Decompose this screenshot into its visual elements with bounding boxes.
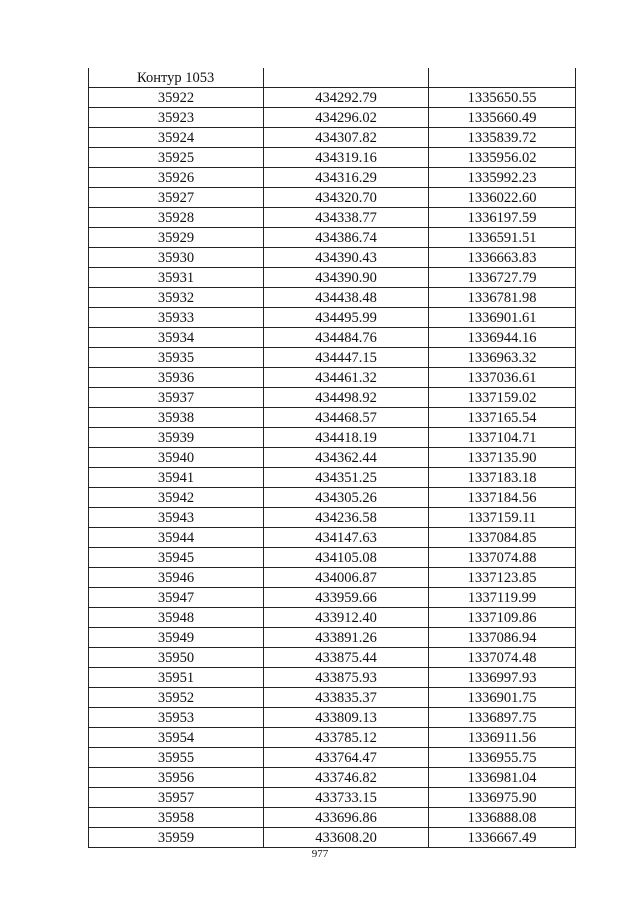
point-number-cell: 35928 <box>89 208 264 228</box>
point-number-cell: 35924 <box>89 128 264 148</box>
y-coordinate-cell: 1337074.48 <box>429 648 576 668</box>
y-coordinate-cell: 1335660.49 <box>429 108 576 128</box>
y-coordinate-cell: 1337165.54 <box>429 408 576 428</box>
y-coordinate-cell: 1336963.32 <box>429 348 576 368</box>
point-number-cell: 35957 <box>89 788 264 808</box>
y-coordinate-cell: 1336901.61 <box>429 308 576 328</box>
y-coordinate-cell: 1336997.93 <box>429 668 576 688</box>
point-number-cell: 35934 <box>89 328 264 348</box>
point-number-cell: 35951 <box>89 668 264 688</box>
y-coordinate-cell: 1336197.59 <box>429 208 576 228</box>
x-coordinate-cell: 433608.20 <box>264 828 429 848</box>
table-row <box>89 808 576 828</box>
x-coordinate-cell: 434498.92 <box>264 388 429 408</box>
point-number-cell: 35958 <box>89 808 264 828</box>
table-row <box>89 488 576 508</box>
table-row <box>89 168 576 188</box>
x-coordinate-cell: 434319.16 <box>264 148 429 168</box>
table-row <box>89 548 576 568</box>
y-coordinate-cell: 1336667.49 <box>429 828 576 848</box>
point-number-cell: 35944 <box>89 528 264 548</box>
table-row <box>89 748 576 768</box>
y-coordinate-cell: 1336911.56 <box>429 728 576 748</box>
table-row <box>89 608 576 628</box>
point-number-cell: 35959 <box>89 828 264 848</box>
x-coordinate-cell: 433875.44 <box>264 648 429 668</box>
table-row <box>89 788 576 808</box>
point-number-cell: 35948 <box>89 608 264 628</box>
x-coordinate-cell: 433733.15 <box>264 788 429 808</box>
y-coordinate-cell: 1336591.51 <box>429 228 576 248</box>
point-number-cell: 35942 <box>89 488 264 508</box>
table-row <box>89 728 576 748</box>
x-coordinate-cell: 434438.48 <box>264 288 429 308</box>
y-coordinate-cell: 1336981.04 <box>429 768 576 788</box>
x-coordinate-cell: 433696.86 <box>264 808 429 828</box>
x-coordinate-cell: 433912.40 <box>264 608 429 628</box>
point-number-cell: 35931 <box>89 268 264 288</box>
table-row <box>89 88 576 108</box>
coordinates-table-body <box>89 68 576 848</box>
y-coordinate-cell: 1336897.75 <box>429 708 576 728</box>
x-coordinate-cell: 434236.58 <box>264 508 429 528</box>
x-coordinate-cell: 434390.43 <box>264 248 429 268</box>
table-row <box>89 448 576 468</box>
x-coordinate-cell: 434105.08 <box>264 548 429 568</box>
table-row <box>89 348 576 368</box>
y-coordinate-cell: 1337159.11 <box>429 508 576 528</box>
table-row <box>89 388 576 408</box>
table-row <box>89 688 576 708</box>
x-coordinate-cell: 433785.12 <box>264 728 429 748</box>
table-row <box>89 768 576 788</box>
y-coordinate-cell: 1336888.08 <box>429 808 576 828</box>
table-row <box>89 668 576 688</box>
x-coordinate-cell: 434006.87 <box>264 568 429 588</box>
table-row <box>89 568 576 588</box>
point-number-cell: 35933 <box>89 308 264 328</box>
header-x-cell <box>264 68 429 88</box>
contour-header-row <box>89 68 576 88</box>
table-row <box>89 528 576 548</box>
point-number-cell: 35943 <box>89 508 264 528</box>
point-number-cell: 35922 <box>89 88 264 108</box>
point-number-cell: 35946 <box>89 568 264 588</box>
point-number-cell: 35929 <box>89 228 264 248</box>
x-coordinate-cell: 434461.32 <box>264 368 429 388</box>
table-row <box>89 588 576 608</box>
x-coordinate-cell: 433959.66 <box>264 588 429 608</box>
y-coordinate-cell: 1335956.02 <box>429 148 576 168</box>
table-row <box>89 328 576 348</box>
table-row <box>89 828 576 848</box>
x-coordinate-cell: 433764.47 <box>264 748 429 768</box>
contour-label: Контур 1053 <box>89 68 264 88</box>
y-coordinate-cell: 1337104.71 <box>429 428 576 448</box>
table-row <box>89 288 576 308</box>
y-coordinate-cell: 1336022.60 <box>429 188 576 208</box>
y-coordinate-cell: 1337084.85 <box>429 528 576 548</box>
point-number-cell: 35950 <box>89 648 264 668</box>
x-coordinate-cell: 434495.99 <box>264 308 429 328</box>
y-coordinate-cell: 1336944.16 <box>429 328 576 348</box>
x-coordinate-cell: 434296.02 <box>264 108 429 128</box>
x-coordinate-cell: 434351.25 <box>264 468 429 488</box>
y-coordinate-cell: 1336727.79 <box>429 268 576 288</box>
x-coordinate-cell: 434390.90 <box>264 268 429 288</box>
point-number-cell: 35956 <box>89 768 264 788</box>
y-coordinate-cell: 1336781.98 <box>429 288 576 308</box>
point-number-cell: 35923 <box>89 108 264 128</box>
table-row <box>89 248 576 268</box>
x-coordinate-cell: 434292.79 <box>264 88 429 108</box>
x-coordinate-cell: 433809.13 <box>264 708 429 728</box>
y-coordinate-cell: 1337086.94 <box>429 628 576 648</box>
y-coordinate-cell: 1337183.18 <box>429 468 576 488</box>
x-coordinate-cell: 433835.37 <box>264 688 429 708</box>
table-row <box>89 188 576 208</box>
y-coordinate-cell: 1336901.75 <box>429 688 576 708</box>
x-coordinate-cell: 434386.74 <box>264 228 429 248</box>
point-number-cell: 35945 <box>89 548 264 568</box>
point-number-cell: 35939 <box>89 428 264 448</box>
point-number-cell: 35926 <box>89 168 264 188</box>
x-coordinate-cell: 434320.70 <box>264 188 429 208</box>
table-row <box>89 708 576 728</box>
point-number-cell: 35936 <box>89 368 264 388</box>
y-coordinate-cell: 1335839.72 <box>429 128 576 148</box>
x-coordinate-cell: 434147.63 <box>264 528 429 548</box>
y-coordinate-cell: 1335992.23 <box>429 168 576 188</box>
y-coordinate-cell: 1337184.56 <box>429 488 576 508</box>
x-coordinate-cell: 434307.82 <box>264 128 429 148</box>
x-coordinate-cell: 434418.19 <box>264 428 429 448</box>
table-row <box>89 428 576 448</box>
point-number-cell: 35937 <box>89 388 264 408</box>
y-coordinate-cell: 1336975.90 <box>429 788 576 808</box>
y-coordinate-cell: 1337135.90 <box>429 448 576 468</box>
x-coordinate-cell: 434305.26 <box>264 488 429 508</box>
x-coordinate-cell: 434362.44 <box>264 448 429 468</box>
header-y-cell <box>429 68 576 88</box>
x-coordinate-cell: 434484.76 <box>264 328 429 348</box>
table-row <box>89 148 576 168</box>
table-row <box>89 128 576 148</box>
point-number-cell: 35952 <box>89 688 264 708</box>
y-coordinate-cell: 1337074.88 <box>429 548 576 568</box>
point-number-cell: 35955 <box>89 748 264 768</box>
point-number-cell: 35941 <box>89 468 264 488</box>
y-coordinate-cell: 1336955.75 <box>429 748 576 768</box>
y-coordinate-cell: 1337109.86 <box>429 608 576 628</box>
coordinates-table <box>88 68 576 848</box>
y-coordinate-cell: 1337036.61 <box>429 368 576 388</box>
point-number-cell: 35925 <box>89 148 264 168</box>
y-coordinate-cell: 1337123.85 <box>429 568 576 588</box>
page-number: 977 <box>311 848 329 860</box>
table-row <box>89 468 576 488</box>
point-number-cell: 35938 <box>89 408 264 428</box>
point-number-cell: 35954 <box>89 728 264 748</box>
x-coordinate-cell: 433891.26 <box>264 628 429 648</box>
table-row <box>89 268 576 288</box>
point-number-cell: 35930 <box>89 248 264 268</box>
table-row <box>89 228 576 248</box>
x-coordinate-cell: 434447.15 <box>264 348 429 368</box>
table-row <box>89 208 576 228</box>
point-number-cell: 35935 <box>89 348 264 368</box>
table-row <box>89 508 576 528</box>
point-number-cell: 35949 <box>89 628 264 648</box>
x-coordinate-cell: 434468.57 <box>264 408 429 428</box>
point-number-cell: 35940 <box>89 448 264 468</box>
point-number-cell: 35953 <box>89 708 264 728</box>
point-number-cell: 35947 <box>89 588 264 608</box>
table-row <box>89 368 576 388</box>
x-coordinate-cell: 434338.77 <box>264 208 429 228</box>
table-row <box>89 108 576 128</box>
point-number-cell: 35932 <box>89 288 264 308</box>
y-coordinate-cell: 1337159.02 <box>429 388 576 408</box>
y-coordinate-cell: 1336663.83 <box>429 248 576 268</box>
table-row <box>89 308 576 328</box>
y-coordinate-cell: 1337119.99 <box>429 588 576 608</box>
x-coordinate-cell: 433746.82 <box>264 768 429 788</box>
x-coordinate-cell: 433875.93 <box>264 668 429 688</box>
y-coordinate-cell: 1335650.55 <box>429 88 576 108</box>
x-coordinate-cell: 434316.29 <box>264 168 429 188</box>
point-number-cell: 35927 <box>89 188 264 208</box>
table-row <box>89 408 576 428</box>
table-row <box>89 648 576 668</box>
table-row <box>89 628 576 648</box>
